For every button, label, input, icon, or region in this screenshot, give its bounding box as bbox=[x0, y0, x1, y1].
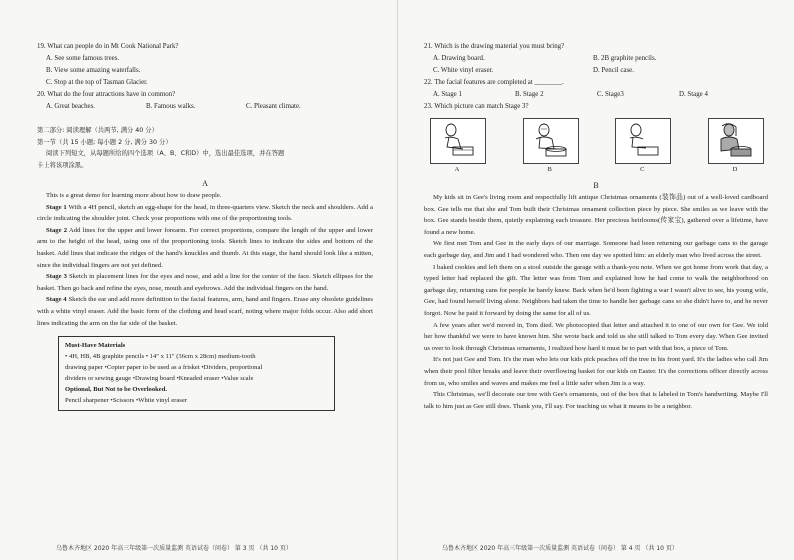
picture-a bbox=[430, 118, 484, 176]
question-19: 19. What can people do in Mt Cook National Park? bbox=[37, 43, 179, 50]
q21-option-b: B. 2B graphite pencils. bbox=[593, 55, 657, 62]
q20-options bbox=[37, 101, 373, 113]
materials-line-3: dividers or sewing gauge •Drawing board •Kneaded eraser •Value scale bbox=[65, 375, 254, 383]
question-21: 21. Which is the drawing material you must bring? bbox=[424, 43, 565, 50]
figure-sketch-b-icon bbox=[523, 118, 579, 164]
q22-option-b: B. Stage 2 bbox=[515, 91, 544, 98]
stage-2-paragraph bbox=[37, 225, 373, 271]
stage-4-text: Sketch the ear and add more definition to the facial features, arm, hand and fingers. Erase any obsolete guidelines with a white vinyl eraser. Add the basic form of the clothing and head scarf, noting where major folds occur. Also add short lines indicating the arm on the far side of the basket. bbox=[37, 296, 374, 327]
q22-option-d: D. Stage 4 bbox=[679, 91, 708, 98]
section1-title: 第一节（共 15 小题; 每小题 2 分, 满分 30 分） bbox=[37, 138, 172, 146]
q21-option-d: D. Pencil case. bbox=[593, 67, 634, 74]
q19-option-c: C. Stop at the top of Tasman Glacier. bbox=[46, 79, 148, 86]
materials-line-4: Pencil sharpener •Scissors •White vinyl eraser bbox=[65, 397, 187, 405]
stage-3-paragraph bbox=[37, 271, 373, 294]
q20-option-c: C. Pleasant climate. bbox=[246, 103, 301, 110]
q21-options-row2 bbox=[424, 65, 768, 77]
q22-options bbox=[424, 89, 768, 101]
q21-option-a: A. Drawing board. bbox=[433, 55, 485, 62]
picture-d bbox=[708, 118, 762, 176]
stage-1-text: With a 4H pencil, sketch an egg-shape for the head, in three-quarters view. Sketch the neck and shoulders. Add a circle indicating the shoulder joint. Check your proportions with one of the proportioning tools. bbox=[37, 203, 373, 223]
stage-1-paragraph bbox=[37, 202, 373, 225]
right-page-footer: 乌鲁木齐地区 2020 年高三年级第一次质量监测 英语试卷（问卷） 第 4 页 （共 10 页） bbox=[442, 545, 678, 552]
figure-sketch-d-icon bbox=[708, 118, 764, 164]
q19-option-a: A. See some famous trees. bbox=[46, 55, 120, 62]
figure-sketch-c-icon bbox=[615, 118, 671, 164]
question-23: 23. Which picture can match Stage 3? bbox=[424, 103, 529, 110]
picture-b-label: B bbox=[547, 166, 552, 173]
passage-b-paragraph-2: We first met Tom and Gee in the early days of our marriage. Someone had been returning our garbage cans to the garage each garbage day, and Jim and I had wondered who. Then one day we spotted him: an elderly man who lived across the street. bbox=[424, 240, 768, 259]
picture-c bbox=[615, 118, 669, 176]
q22-option-a: A. Stage 1 bbox=[433, 91, 462, 98]
part2-title: 第二部分: 阅读理解（共两节, 满分 40 分） bbox=[37, 127, 158, 134]
picture-c-label: C bbox=[640, 166, 645, 173]
materials-line-1: • 4H, HB, 4B graphite pencils • 14" x 11" (36cm x 28cm) medium-tooth bbox=[65, 353, 256, 361]
q21-options-row1 bbox=[424, 53, 768, 65]
stage-1-label: Stage 1 bbox=[46, 203, 67, 211]
picture-b bbox=[523, 118, 577, 176]
instructions-line2: 卡上将该项涂黑。 bbox=[37, 161, 88, 169]
passage-b-paragraph-5: It's not just Gee and Tom. It's the man who lets our kids pick peaches off the tree in his front yard. It's the ladies who call Jim when their pool filter breaks and leave their overflowing basket for our kids on Easter. It's the corrections officer directly across from us, who smiles and waves and makes me feel a little safer when Jim is a way. bbox=[424, 356, 768, 387]
passage-b-paragraph-3: I baked cookies and left them on a stool outside the garage with a thank-you note. When we got home from work that day, a typed letter had replaced the gift. The letter was from Tom and explained how he had come to walk the neighborhood on garbage day, returning cans for people he barely knew. Back when he'd been fighting a war I wasn't alive to see, his young wife, Gee, had found herself living alone. Neighbors had taken the time to handle her garbage cans so she didn't have to, and he never forgot. Now he paid it forward by doing the same for all of us. bbox=[424, 263, 768, 317]
q20-option-b: B. Famous walks. bbox=[146, 103, 196, 110]
stage-4-label: Stage 4 bbox=[46, 296, 67, 304]
materials-optional-title: Optional, But Not to be Overlooked. bbox=[65, 386, 168, 394]
stage-2-label: Stage 2 bbox=[46, 226, 68, 234]
left-page-footer: 乌鲁木齐地区 2020 年高三年级第一次质量监测 英语试卷（问卷） 第 3 页 （共 10 页） bbox=[56, 545, 292, 552]
passage-b-paragraph-1: My kids sit in Gee's living room and respectfully lift antique Christmas ornaments (装饰品) out of a well-loved cardboard box. Gee tells me that she and Tom built their Christmas ornament collection piece by piece. She smiles as we leave with the box. Gee stands beside them, quietly explaining each treasure. Her precious heirlooms(传家宝), gathered over a lifetime, have found a new home. bbox=[424, 194, 768, 236]
q20-option-a: A. Great beaches. bbox=[46, 103, 95, 110]
passage-b-paragraph-4: A few years after we'd moved in, Tom died. We photocopied that letter and attached it to one of our own for Gee. We told her how thankful we were to have known him. She wrote back and told us she still talked to Tom every day. When Gee invited us over to look through Christmas ornaments, I realized how hard it must be to part with that box, a piece of Tom. bbox=[424, 321, 768, 352]
passage-b-letter: B bbox=[593, 181, 599, 190]
passage-a-letter: A bbox=[202, 179, 208, 188]
materials-line-2: drawing paper •Copier paper to be used as a frisket •Dividers, proportional bbox=[65, 364, 263, 372]
picture-d-label: D bbox=[732, 166, 738, 173]
q22-option-c: C. Stage3 bbox=[597, 91, 624, 98]
q19-option-b: B. View some amazing waterfalls. bbox=[46, 67, 141, 74]
picture-a-label: A bbox=[454, 166, 460, 173]
q21-option-c: C. White vinyl eraser. bbox=[433, 67, 494, 74]
stage-4-paragraph bbox=[37, 294, 373, 329]
right-page bbox=[397, 0, 794, 560]
stage-3-label: Stage 3 bbox=[46, 273, 67, 281]
stage-2-text: Add lines for the upper and lower forearm. For correct proportions, compare the length of the upper and lower arm to the height of the head, using one of the proportioning tools. Sketch lines to indicate the sides and bottom of the basket. Add lines that indicate the ridges of the hand's knuckles and thumb. At this stage, the hand should look like a mitten, since the individual fingers are not yet defined. bbox=[37, 226, 373, 269]
question-20: 20. What do the four attractions have in common? bbox=[37, 91, 176, 98]
stage-pictures bbox=[430, 118, 762, 176]
question-22: 22. The facial features are completed at ________. bbox=[424, 79, 564, 86]
figure-sketch-a-icon bbox=[430, 118, 486, 164]
instructions-line1: 阅读下列短文，从每题所给的四个选项（A、B、C和D）中，选出最佳选项，并在答题 bbox=[46, 150, 285, 157]
materials-title: Must-Have Materials bbox=[65, 342, 126, 350]
passage-a-intro: This is a great demo for learning more about how to draw people. bbox=[46, 192, 222, 199]
stage-3-text: Sketch in placement lines for the eyes and nose, and add a line for the center of the face. Sketch ellipses for the basket. Then go back and refine the eyes, nose, mouth and eyebrows. Add the individual fingers on the hand. bbox=[37, 273, 373, 292]
passage-b-paragraph-6: This Christmas, we'll decorate our tree with Gee's ornaments, out of the box that is labeled in Tom's handwriting. Maybe I'll talk to him just as Gee still does. Thank you, I'll say. For teaching us what it means to be a neighbor. bbox=[424, 391, 768, 410]
materials-box bbox=[58, 336, 335, 411]
